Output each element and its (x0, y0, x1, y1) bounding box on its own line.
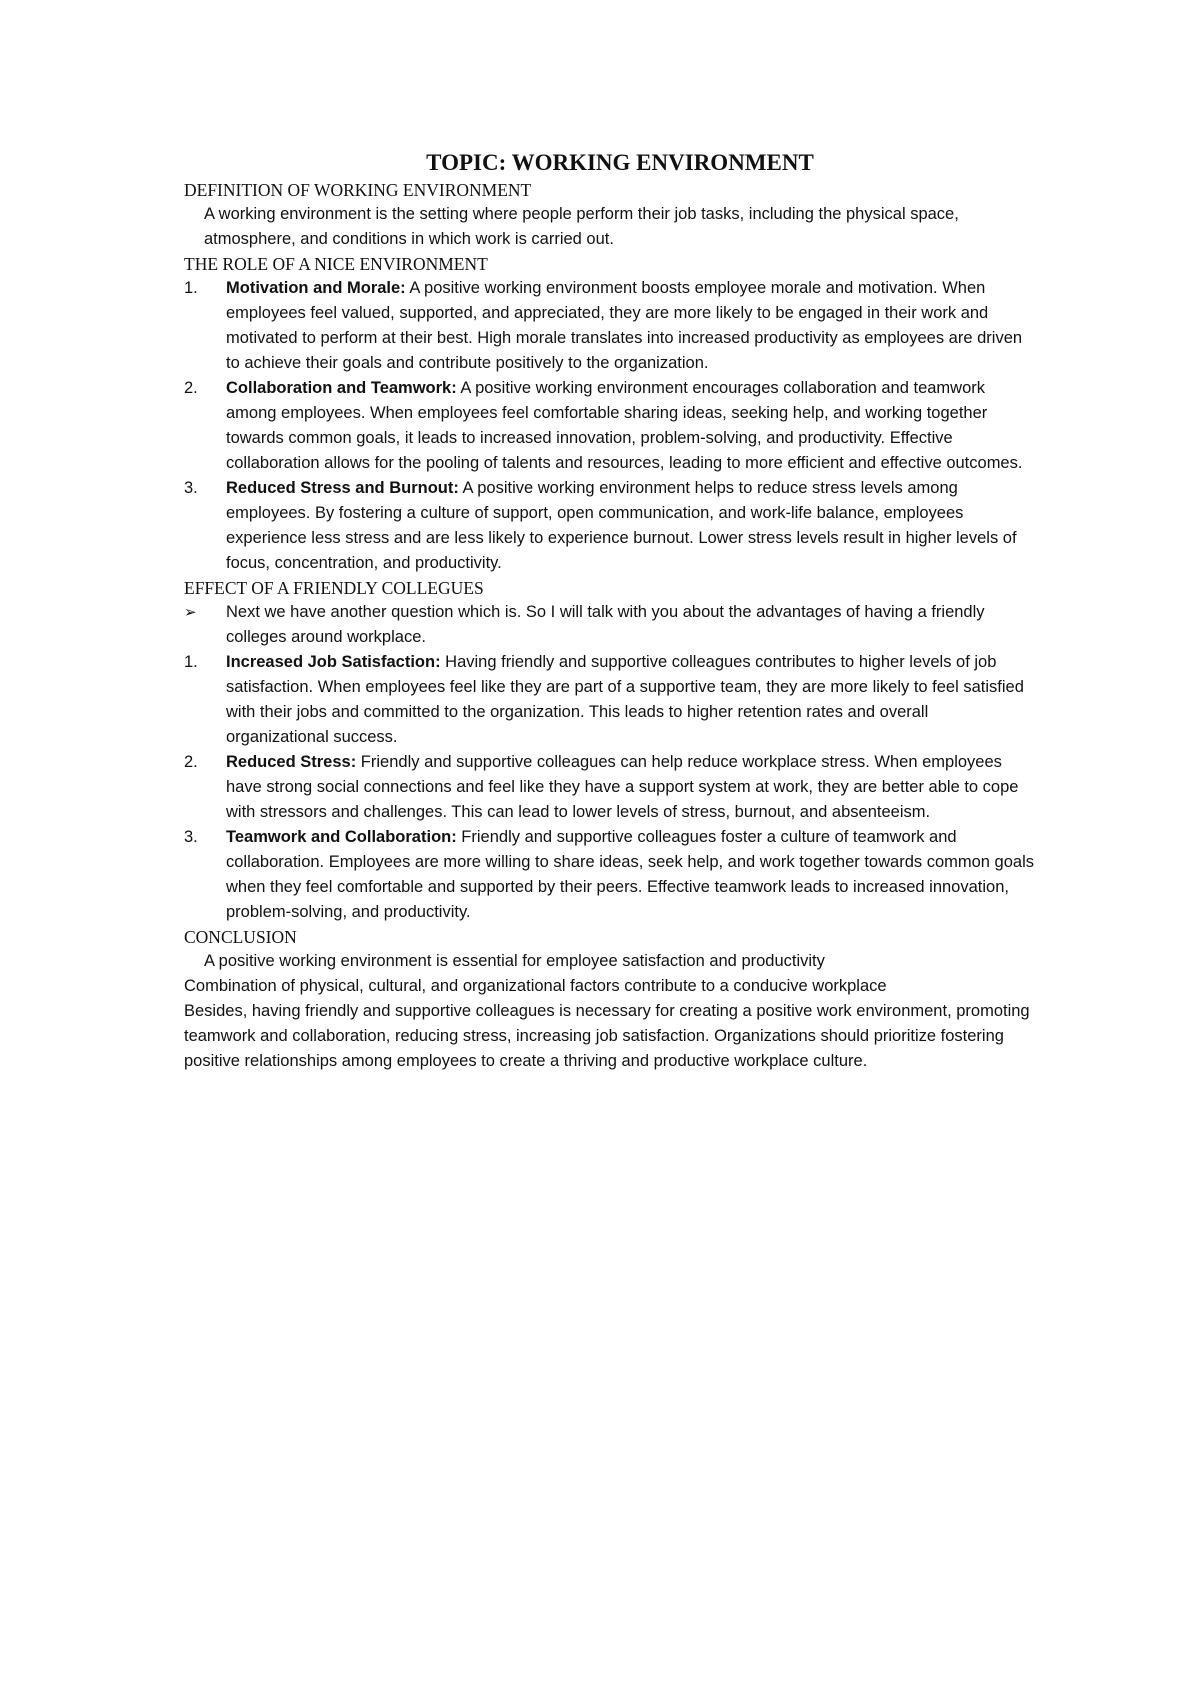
list-item (184, 750, 1034, 825)
list-item (184, 376, 1034, 476)
conclusion-line: A positive working environment is essential for employee satisfaction and productivity (204, 952, 825, 970)
arrow-bullet-icon: ➢ (184, 603, 197, 621)
item-lead: Increased Job Satisfaction: (226, 653, 441, 671)
item-text: Having friendly and supportive colleagues contributes to higher levels of job satisfaction. When employees feel like they are part of a supportive team, they are more likely to feel satisfied with their jobs and committed to the organization. This leads to higher retention rates and overall organizational success. (226, 653, 1024, 746)
document-title: TOPIC: WORKING ENVIRONMENT (426, 150, 814, 175)
heading-effect: EFFECT OF A FRIENDLY COLLEGUES (184, 578, 484, 598)
heading-definition: DEFINITION OF WORKING ENVIRONMENT (184, 180, 532, 200)
item-text: A positive working environment boosts employee morale and motivation. When employees feel valued, supported, and appreciated, they are more likely to be engaged in their work and motivated to perform at their best. High morale translates into increased productivity as employees are driven to achieve their goals and contribute positively to the organization. (226, 279, 1023, 372)
item-lead: Collaboration and Teamwork: (226, 379, 457, 397)
item-lead: Reduced Stress and Burnout: (226, 479, 459, 497)
list-item (184, 600, 1034, 650)
list-item (184, 825, 1034, 925)
item-lead: Motivation and Morale: (226, 279, 406, 297)
list-item (184, 476, 1034, 576)
list-number: 3. (184, 479, 198, 497)
heading-conclusion: CONCLUSION (184, 927, 297, 947)
list-item (184, 276, 1034, 376)
item-text: Next we have another question which is. So I will talk with you about the advantages of having a friendly colleges around workplace. (226, 603, 985, 646)
item-lead: Reduced Stress: (226, 753, 357, 771)
conclusion-line: Combination of physical, cultural, and organizational factors contribute to a conducive workplace (184, 977, 887, 995)
list-number: 2. (184, 379, 198, 397)
item-lead: Teamwork and Collaboration: (226, 828, 457, 846)
list-item (184, 650, 1034, 750)
definition-paragraph: A working environment is the setting where people perform their job tasks, including the physical space, atmosphere, and conditions in which work is carried out. (204, 205, 959, 248)
item-text: A positive working environment encourages collaboration and teamwork among employees. When employees feel comfortable sharing ideas, seeking help, and working together towards common goals, it leads to increased innovation, problem-solving, and productivity. Effective collaboration allows for the pooling of talents and resources, leading to more efficient and effective outcomes. (226, 379, 1023, 472)
item-text: Friendly and supportive colleagues foster a culture of teamwork and collaboration. Employees are more willing to share ideas, seek help, and work together towards common goals when they feel comfortable and supported by their peers. Effective teamwork leads to increased innovation, problem-solving, and productivity. (226, 828, 1035, 921)
list-number: 2. (184, 753, 198, 771)
effect-intro-list (184, 600, 1034, 650)
list-number: 3. (184, 828, 198, 846)
list-number: 1. (184, 279, 198, 297)
document-page (184, 148, 1034, 1074)
item-text: A positive working environment helps to reduce stress levels among employees. By fostering a culture of support, open communication, and work-life balance, employees experience less stress and are less likely to experience burnout. Lower stress levels result in higher levels of focus, concentration, and productivity. (226, 479, 1017, 572)
list-number: 1. (184, 653, 198, 671)
role-list (184, 276, 1034, 576)
effect-list (184, 650, 1034, 925)
heading-role: THE ROLE OF A NICE ENVIRONMENT (184, 254, 488, 274)
item-text: Friendly and supportive colleagues can help reduce workplace stress. When employees have strong social connections and feel like they have a support system at work, they are better able to cope with stressors and challenges. This can lead to lower levels of stress, burnout, and absenteeism. (226, 753, 1019, 821)
conclusion-line: Besides, having friendly and supportive colleagues is necessary for creating a positive work environment, promoting teamwork and collaboration, reducing stress, increasing job satisfaction. Organizations should prioritize fostering positive relationships among employees to create a thriving and productive workplace culture. (184, 1002, 1030, 1070)
